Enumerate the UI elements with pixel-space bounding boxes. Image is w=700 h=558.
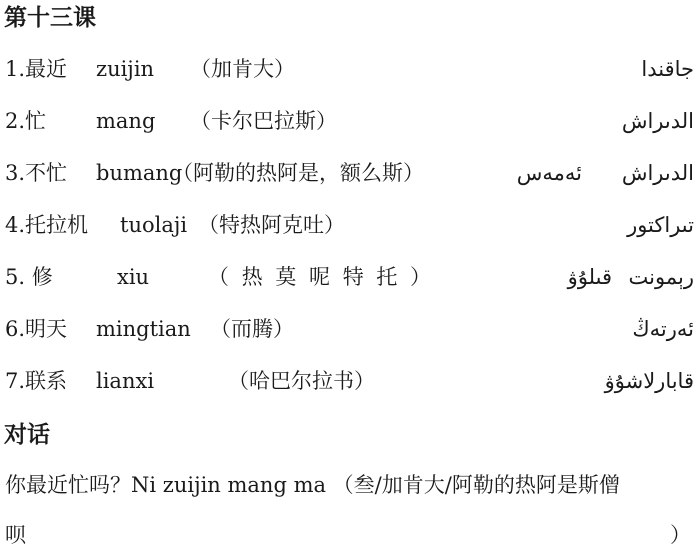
- vocab-gloss: （阿勒的热阿是，额么斯）: [172, 161, 424, 185]
- vocab-pinyin: xiu: [117, 265, 150, 289]
- vocab-pinyin: lianxi: [96, 369, 155, 393]
- vocab-row: [0, 364, 700, 398]
- vocab-chinese: 6.明天: [5, 317, 68, 341]
- dialog-line-text: 呗: [5, 523, 26, 547]
- vocab-gloss: （而腾）: [210, 317, 294, 341]
- vocab-chinese: 5. 修: [5, 265, 53, 289]
- vocab-row: [0, 52, 700, 86]
- vocab-gloss: （哈巴尔拉书）: [228, 369, 375, 393]
- vocab-uyghur: تىراكتور: [627, 213, 694, 237]
- vocab-gloss: （特热阿克吐）: [198, 213, 345, 237]
- vocab-gloss: （卡尔巴拉斯）: [190, 109, 337, 133]
- vocab-row: [0, 104, 700, 138]
- closing-paren: ）: [670, 523, 691, 547]
- vocab-uyghur: الدىراش: [621, 109, 694, 133]
- vocab-pinyin: mingtian: [96, 317, 191, 341]
- vocab-row: [0, 208, 700, 242]
- vocab-uyghur: جاقندا: [641, 57, 694, 81]
- vocab-uyghur: ئەرتەڭ: [632, 317, 694, 341]
- vocab-uyghur: قابارلاشۇۋ: [604, 369, 694, 393]
- dialog-title: 对话: [4, 422, 50, 448]
- vocab-pinyin: tuolaji: [120, 213, 188, 237]
- vocab-chinese: 1.最近: [5, 57, 68, 81]
- vocab-chinese: 2.忙: [5, 109, 47, 133]
- vocab-uyghur-extra: قىلۇۋ: [567, 265, 612, 289]
- vocab-uyghur: الدىراش: [621, 161, 694, 185]
- vocab-pinyin: mang: [96, 109, 156, 133]
- vocab-chinese: 3.不忙: [5, 161, 68, 185]
- lesson-title: 第十三课: [4, 5, 96, 31]
- vocab-uyghur: رېمونت: [628, 265, 694, 289]
- vocab-pinyin: bumang: [96, 161, 183, 185]
- vocab-row: [0, 312, 700, 346]
- vocab-uyghur-extra: ئەمەس: [516, 161, 582, 185]
- vocab-gloss: （ 热 莫 呢 特 托 ）: [208, 265, 432, 289]
- vocab-chinese: 7.联系: [5, 369, 68, 393]
- vocab-pinyin: zuijin: [96, 57, 155, 81]
- vocab-row: [0, 260, 700, 294]
- dialog-line: 你最近忙吗？Ni zuijin mang ma （叁/加肯大/阿勒的热阿是斯僧: [5, 473, 620, 497]
- vocab-gloss: （加肯大）: [190, 57, 295, 81]
- vocab-chinese: 4.托拉机: [5, 213, 89, 237]
- vocab-row: [0, 156, 700, 190]
- dialog-line-continuation: [5, 518, 695, 552]
